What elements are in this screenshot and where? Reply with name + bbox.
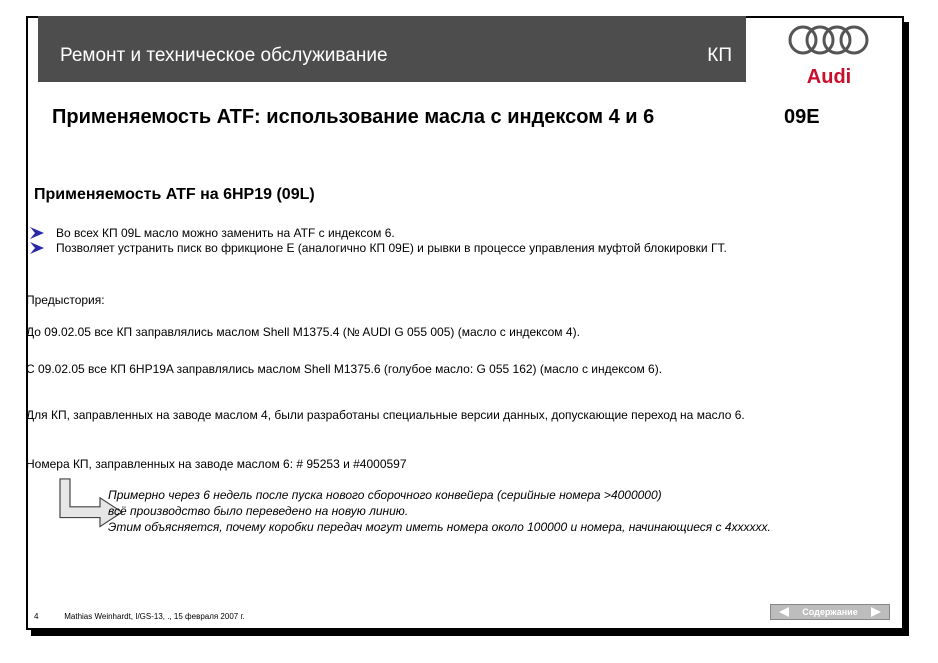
header-code: КП [707, 45, 732, 66]
note-line-2: всё производство было переведено на новую линию. [108, 504, 409, 518]
data-versions-line: Для КП, заправленных на заводе маслом 4, были разработаны специальные версии данных, допускающие переход на масло 6. [26, 408, 745, 422]
bullet-arrow-icon [30, 242, 44, 254]
page-number: 4 [34, 612, 39, 621]
footer [34, 612, 245, 621]
next-icon[interactable] [869, 607, 883, 617]
bullet-item [30, 226, 727, 241]
serials-line: Номера КП, заправленных на заводе маслом 6: # 95253 и #4000597 [26, 457, 407, 471]
nav-bar[interactable] [770, 604, 890, 620]
audi-logo-text: Audi [806, 66, 852, 88]
bullet-text: Во всех КП 09L масло можно заменить на ATF с индексом 6. [56, 226, 395, 240]
section-title: Применяемость ATF на 6HP19 (09L) [34, 186, 315, 203]
slide-title: Применяемость ATF: использование масла с индексом 4 и 6 [52, 106, 655, 128]
bullet-arrow-icon [30, 227, 44, 239]
note-block [108, 487, 771, 535]
bullet-text: Позволяет устранить писк во фрикционе E (аналогично КП 09E) и рывки в процессе управления муфтой блокировки ГТ. [56, 241, 727, 255]
slide-code: 09E [784, 106, 820, 128]
note-line-1: Примерно через 6 недель после пуска нового сборочного конвейера (серийные номера >4000000) [108, 488, 662, 502]
history-label: Предыстория: [26, 293, 105, 307]
previous-icon[interactable] [777, 607, 791, 617]
header-title: Ремонт и техническое обслуживание [60, 45, 388, 66]
contents-link[interactable]: Содержание [802, 607, 858, 617]
footer-author: Mathias Weinhardt, I/GS-13, ., 15 февраля 2007 г. [64, 612, 245, 621]
history-line-2: С 09.02.05 все КП 6HP19A заправлялись маслом Shell M1375.6 (голубое масло: G 055 162) (масло с индексом 6). [26, 362, 663, 376]
audi-rings-icon [784, 20, 874, 60]
header-bar [38, 16, 746, 82]
bullet-item [30, 241, 727, 256]
history-line-1: До 09.02.05 все КП заправлялись маслом Shell M1375.4 (№ AUDI G 055 005) (масло с индексом 4). [26, 325, 580, 339]
audi-logo [784, 20, 874, 90]
bullet-list [30, 226, 727, 256]
note-line-3: Этим объясняется, почему коробки передач могут иметь номера около 100000 и номера, начинающиеся с 4xxxxxx. [108, 520, 771, 534]
